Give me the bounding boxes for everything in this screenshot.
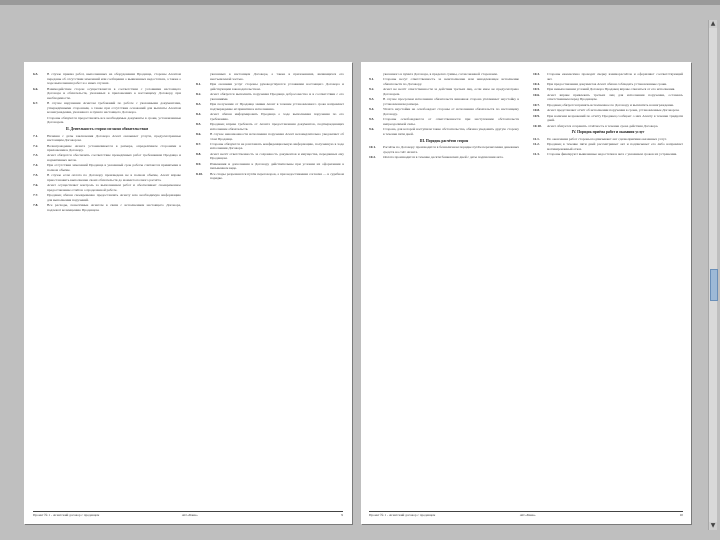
clause-text: Стороны ежемесячно проводят сверку взаиморасчётов и оформляют соответствующий акт.	[547, 72, 683, 81]
clause-paragraph	[33, 134, 181, 143]
scroll-up-icon[interactable]: ▲	[710, 20, 716, 27]
clause-text: При отсутствии замечаний Продавца в указанный срок работы считаются принятыми в полном объёме.	[47, 163, 181, 173]
clause-number: 9.1.	[369, 77, 375, 82]
clause-number: 9.4.	[369, 107, 375, 112]
clause-text: В случае невозможности исполнения поручения Агент незамедлительно уведомляет об этом Продавца.	[210, 131, 344, 141]
clause-text: Стороны освобождаются от ответственности при наступлении обстоятельств непреодолимой силы.	[383, 117, 519, 126]
clause-paragraph	[196, 112, 344, 121]
page-number: 10	[679, 513, 683, 517]
clause-paragraph	[533, 124, 683, 129]
clause-paragraph	[533, 108, 683, 113]
clause-paragraph	[369, 127, 519, 136]
clause-paragraph	[369, 72, 519, 77]
text-column	[196, 72, 344, 506]
clause-number: 9.6.	[369, 127, 375, 132]
clause-paragraph	[369, 77, 519, 86]
footer-text: Проект № 1 - Агентский договор с продавцом	[369, 513, 436, 517]
clause-number: 10.7.	[533, 102, 540, 107]
clause-paragraph	[533, 114, 683, 123]
clause-number: 8.7.	[196, 141, 202, 146]
clause-text: Агент обязуется выполнять поручения Продавца добросовестно и в соответствии с его указаниями.	[210, 91, 344, 101]
text-column	[33, 72, 181, 506]
clause-number: 8.9.	[196, 161, 202, 166]
clause-number: 7.4.	[33, 163, 39, 168]
clause-text: При получении от Продавца заявки Агент в течение установленного срока направляет подтверждение её принятия к исполнению.	[210, 101, 344, 111]
clause-number: 6.5.	[33, 72, 39, 76]
clause-paragraph	[196, 82, 344, 91]
clause-paragraph	[196, 92, 344, 101]
clause-number: 10.6.	[533, 92, 540, 97]
clause-number: 10.8.	[533, 108, 540, 113]
clause-number: 10.9.	[533, 113, 540, 118]
clause-paragraph	[33, 116, 181, 125]
clause-number: 7.5.	[33, 173, 39, 178]
clause-text: Агент обязан информировать Продавца о ходе выполнения поручения по его требованию.	[210, 111, 344, 121]
clause-number	[196, 72, 210, 81]
clause-paragraph	[33, 72, 181, 86]
clause-number: 10.10.	[533, 123, 542, 128]
clause-text: В случае если оплата по Договору произведена не в полном объёме, Агент вправе приостановить выполнение своих обязательств до момента полного расчёта.	[47, 173, 181, 183]
clause-text: Продавец обязан своевременно предоставлять Агенту всю необходимую информацию для выполнения поручений.	[47, 193, 181, 203]
clause-paragraph	[33, 173, 181, 182]
clause-text: Продавец в течение пяти дней рассматривает акт и подписывает его либо направляет мотивированный отказ.	[547, 142, 683, 151]
clause-text: В случае просрочки исполнения обязательств виновная сторона уплачивает неустойку в установленном размере.	[383, 97, 519, 106]
clause-text: Стороны обязуются предоставлять все необходимые документы в сроки, установленные Договором.	[47, 115, 181, 125]
clause-paragraph	[533, 152, 683, 157]
clause-number: 7.6.	[33, 183, 39, 188]
clause-text: Стороны несут ответственность за неисполнение или ненадлежащее исполнение обязательств по Договору.	[383, 77, 519, 86]
clause-text: Стороны фиксируют выявленные недостатки в акте с указанием сроков их устранения.	[547, 152, 677, 157]
clause-paragraph	[369, 87, 519, 96]
clause-paragraph	[533, 137, 683, 142]
section-heading: IV. Порядок приёма работ и оказания услуг	[571, 130, 645, 135]
clause-text: При наличии возражений по отчёту Продавец сообщает о них Агенту в течение тридцати дней.	[547, 113, 683, 123]
clause-number: 8.4.	[196, 111, 202, 116]
clause-number: 7.1.	[33, 133, 39, 138]
clause-text: Оплата производится в течение десяти банковских дней с даты подписания акта.	[383, 155, 504, 160]
clause-paragraph	[533, 72, 683, 81]
clause-paragraph	[33, 101, 181, 115]
clause-number	[369, 72, 383, 77]
document-page-left	[24, 62, 352, 524]
clause-paragraph	[196, 172, 344, 181]
clause-text: Продавец вправе требовать от Агента предоставления документов, подтверждающих исполнение обязательств.	[210, 121, 344, 131]
viewer-toolbar-strip	[0, 0, 720, 5]
clause-text: При невыполнении условий Договора Продавец вправе отказаться от его исполнения.	[547, 87, 676, 92]
document-page-right	[361, 62, 691, 524]
clause-paragraph	[369, 117, 519, 126]
clause-text: Агент не несёт ответственности за действия третьих лиц, если иное не предусмотрено Договором.	[383, 87, 519, 96]
clause-text: Агент осуществляет контроль за выполнением работ и обеспечивает своевременное предоставление отчётов о проделанной работе.	[47, 183, 181, 193]
clause-text: Стороны обязуются не разглашать конфиденциальную информацию, полученную в ходе исполнения Договора.	[210, 141, 344, 151]
clause-paragraph	[33, 87, 181, 101]
clause-text: Агент вправе привлекать третьих лиц для исполнения поручения, оставаясь ответственным перед Продавцом.	[547, 92, 683, 102]
clause-text: Агент несёт ответственность за сохранность документов и имущества, переданных ему Продавцом.	[210, 151, 344, 161]
clause-number: 10.4.	[533, 81, 540, 86]
clause-paragraph	[33, 183, 181, 192]
clause-text: указанных в настоящем Договоре, а также в приложениях, являющихся его неотъемлемой частью.	[210, 72, 344, 81]
clause-paragraph	[33, 163, 181, 172]
clause-paragraph	[369, 97, 519, 106]
text-column	[369, 72, 519, 506]
clause-number: 8.2.	[196, 91, 202, 96]
clause-text: Вознаграждение Агента устанавливается в размере, определённом сторонами в приложении к Договору.	[47, 143, 181, 153]
clause-number: 11.2.	[533, 142, 540, 147]
clause-text: Сторона, для которой наступили такие обстоятельства, обязана уведомить другую сторону в течение пяти дней.	[383, 127, 519, 136]
text-column	[533, 72, 683, 506]
clause-text: Изменения и дополнения к Договору действительны при условии их оформления в письменном виде.	[210, 161, 344, 171]
clause-text: Все расходы, понесённые Агентом в связи с исполнением настоящего Договора, подлежат возмещению Продавцом.	[47, 203, 181, 212]
scroll-thumb[interactable]	[710, 269, 718, 301]
clause-number: 7.3.	[33, 153, 39, 158]
clause-paragraph	[196, 162, 344, 171]
clause-text: Все споры разрешаются путём переговоров, а при недостижении согласия — в судебном порядке.	[210, 171, 344, 181]
page-footer	[369, 511, 683, 518]
section-heading: III. Порядок расчётов сторон	[419, 138, 469, 143]
clause-number: 8.6.	[196, 131, 202, 136]
clause-paragraph	[196, 142, 344, 151]
clause-text: При предоставлении документов Агент обязан соблюдать установленные сроки.	[547, 81, 668, 86]
footer-text: АО «Банк»	[519, 513, 536, 517]
clause-paragraph	[369, 107, 519, 116]
clause-number: 6.7.	[33, 101, 39, 106]
clause-number: 10.1.	[369, 145, 376, 150]
clause-paragraph	[533, 87, 683, 92]
page-number: 9	[341, 513, 343, 517]
clause-paragraph	[196, 122, 344, 131]
clause-paragraph	[196, 132, 344, 141]
vertical-scrollbar[interactable]	[708, 20, 717, 530]
clause-text: В случае приема работ, выполненных на оборудовании Продавца, стороны Агентом переданы об отсутствии замечаний или сообщении о выявленных недостатках, а также о ходе выполнения работ и о иных случаях.	[47, 72, 181, 86]
section-heading: II. Деятельность сторон согласно обязательствам	[65, 126, 149, 131]
clause-number: 10.3.	[533, 72, 540, 76]
clause-number: 7.2.	[33, 143, 39, 148]
footer-text: АО «Банк»	[181, 513, 198, 517]
clause-paragraph	[369, 155, 519, 160]
clause-number: 9.5.	[369, 117, 375, 122]
clause-text: Агент обязуется сохранять отчётность в течение срока действия Договора.	[547, 123, 659, 128]
clause-text: По окончании работ стороны подписывают акт сдачи-приёмки оказанных услуг.	[547, 136, 667, 141]
clause-number: 10.2.	[369, 155, 376, 160]
clause-number: 6.6.	[33, 86, 39, 91]
clause-number: 8.8.	[196, 151, 202, 156]
clause-text: Взаимодействие сторон осуществляется в соответствии с условиями настоящего Договора и обязательств, указанных в приложениях к настоящему Договору, при необходимости.	[47, 86, 181, 100]
footer-text: Проект № 1 - Агентский договор с продавцом	[33, 513, 100, 517]
clause-number: 8.5.	[196, 121, 202, 126]
clause-text: Агент представляет отчёт об исполнении поручения в сроки, установленные Договором.	[547, 108, 680, 113]
clause-paragraph	[533, 142, 683, 151]
clause-paragraph	[533, 93, 683, 102]
clause-text: В случае нарушения Агентом требований по работе с указанными документами, утверждёнными сторонами, а также при отсутствии оснований для выплаты Агентом вознаграждения, указанного в пункте настоящего Договора.	[47, 101, 181, 115]
clause-number: 9.2.	[369, 87, 375, 92]
clause-paragraph	[196, 72, 344, 81]
clause-paragraph	[533, 82, 683, 87]
clause-paragraph	[196, 152, 344, 161]
clause-text: указанного в пункте Договора, в пределах суммы, согласованной сторонами.	[383, 72, 498, 76]
clause-number: 11.1.	[533, 136, 540, 141]
clause-paragraph	[33, 153, 181, 162]
clause-number: 7.7.	[33, 193, 39, 198]
page-footer	[33, 511, 343, 518]
clause-paragraph	[369, 145, 519, 154]
clause-number: 8.3.	[196, 101, 202, 106]
clause-text: Расчёты по Договору производятся в безналичном порядке путём перечисления денежных средств на счёт Агента.	[383, 145, 519, 154]
clause-text: Уплата неустойки не освобождает стороны от исполнения обязательств по настоящему Договору.	[383, 107, 519, 116]
clause-number	[33, 116, 47, 125]
clause-number: 8.10.	[196, 171, 203, 176]
clause-paragraph	[533, 103, 683, 108]
clause-paragraph	[33, 193, 181, 202]
clause-number: 9.3.	[369, 97, 375, 102]
clause-paragraph	[33, 144, 181, 153]
clause-text: Продавец обязуется принять исполненное по Договору и выплатить вознаграждение.	[547, 102, 675, 107]
clause-number: 7.8.	[33, 203, 39, 208]
clause-number: 11.3.	[533, 152, 540, 157]
clause-number: 10.5.	[533, 87, 540, 92]
clause-text: При оказании услуг стороны руководствуются условиями настоящего Договора и действующим законодательством.	[210, 81, 344, 91]
clause-paragraph	[33, 203, 181, 212]
clause-text: Агент обязуется обеспечить соответствие проведённых работ требованиям Продавца и нормативных актов.	[47, 153, 181, 163]
clause-text: Начиная с даты заключения Договора Агент оказывает услуги, предусмотренные настоящим Договором.	[47, 133, 181, 143]
scroll-down-icon[interactable]: ▼	[710, 522, 716, 529]
clause-paragraph	[196, 102, 344, 111]
clause-number: 8.1.	[196, 81, 202, 86]
